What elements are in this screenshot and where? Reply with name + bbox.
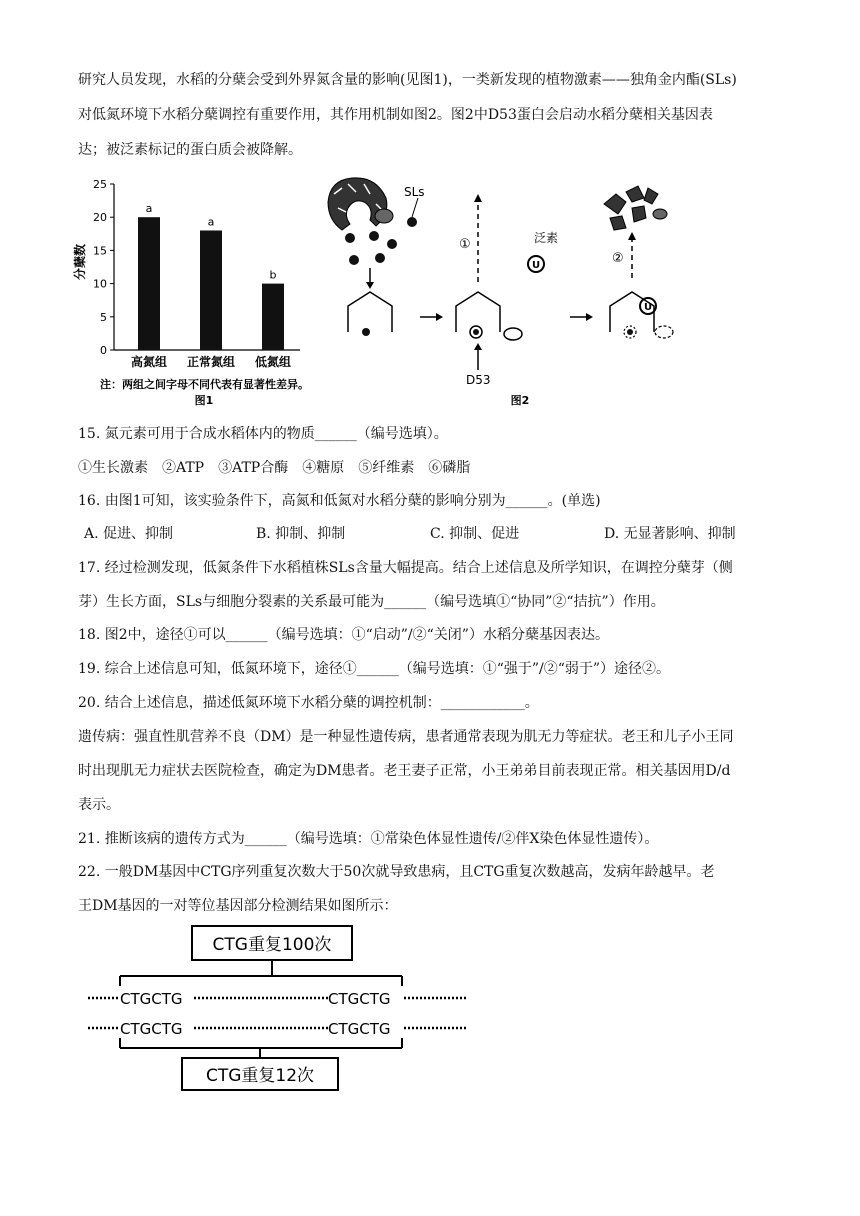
option-b: B. 抑制、抑制	[256, 526, 346, 542]
bar-data-label: a	[207, 215, 215, 229]
bar	[200, 230, 222, 350]
intro-line-3: 达；被泛素标记的蛋白质会被降解。	[78, 142, 302, 158]
y-tick-label: 0	[100, 344, 107, 357]
figure2-caption: 图2	[510, 394, 530, 407]
path-1-label: ①	[459, 237, 471, 252]
question-17-line-1: 17. 经过检测发现，低氮条件下水稻植株SLs含量大幅提高。结合上述信息及所学知识，在调控分蘖芽（侧	[78, 560, 733, 576]
option-d: D. 无显著影响、抑制	[604, 526, 736, 542]
x-tick-label: 正常氮组	[186, 355, 236, 369]
question-17-line-2: 芽）生长方面，SLs与细胞分裂素的关系最可能为______（编号选填①“协同”②“拮抗”）作用。	[78, 594, 665, 610]
genetic-line-2: 时出现肌无力症状去医院检查，确定为DM患者。老王妻子正常，小王弟弟目前表现正常。相关基因用D/d	[78, 763, 731, 779]
svg-text:U: U	[531, 260, 541, 271]
label-sls: SLs	[404, 185, 425, 199]
genetic-line-1: 遗传病：强直性肌营养不良（DM）是一种显性遗传病，患者通常表现为肌无力等症状。老王和儿子小王同	[78, 729, 734, 745]
degraded-fragments-icon	[604, 186, 667, 230]
label-ubiquitin: 泛素	[534, 231, 559, 245]
question-19: 19. 综合上述信息可知，低氮环境下，途径①______（编号选填：①“强于”/②“弱于”）途径②。	[78, 661, 671, 677]
strand-2-seq-right: CTGCTG	[328, 1020, 391, 1038]
y-tick-label: 15	[93, 244, 107, 258]
question-20: 20. 结合上述信息，描述低氮环境下水稻分蘖的调控机制：____________。	[78, 695, 539, 711]
figure1-chart	[70, 170, 340, 410]
strand-1-seq-left: CTGCTG	[120, 990, 183, 1008]
question-22-line-2: 王DM基因的一对等位基因部分检测结果如图所示：	[78, 898, 398, 914]
bar	[138, 217, 160, 350]
genetic-line-3: 表示。	[78, 797, 120, 813]
question-16: 16. 由图1可知，该实验条件下，高氮和低氮对水稻分蘖的影响分别为______。(单选)	[78, 493, 601, 509]
x-tick-label: 低氮组	[254, 355, 292, 369]
intro-line-2: 对低氮环境下水稻分蘖调控有重要作用，其作用机制如图2。图2中D53蛋白会启动水稻分蘖相关基因表	[78, 107, 713, 123]
svg-text:U: U	[643, 302, 653, 313]
cell-1-icon	[348, 292, 392, 332]
bar-data-label: a	[145, 202, 153, 216]
receptor-complex-icon	[328, 178, 393, 230]
y-axis-label: 分蘖数	[73, 243, 87, 281]
ctg-repeat-diagram	[84, 924, 484, 1092]
strand-2-seq-left: CTGCTG	[120, 1020, 183, 1038]
figure1-caption: 图1	[194, 394, 214, 407]
question-18: 18. 图2中，途径①可以______（编号选填：①“启动”/②“关闭”）水稻分蘖基因表达。	[78, 627, 609, 643]
y-tick-label: 5	[100, 310, 107, 324]
question-15-options: ①生长激素 ②ATP ③ATP合酶 ④糖原 ⑤纤维素 ⑥磷脂	[78, 460, 471, 476]
y-tick-label: 10	[93, 277, 107, 291]
ctg-100-label: CTG重复100次	[212, 935, 332, 955]
bar-data-label: b	[269, 268, 277, 282]
path-2-label: ②	[612, 251, 624, 266]
x-tick-label: 高氮组	[130, 355, 168, 369]
option-a: A. 促进、抑制	[84, 526, 174, 542]
sls-molecule-icon	[407, 217, 417, 227]
bar	[262, 284, 284, 350]
question-21: 21. 推断该病的遗传方式为______（编号选填：①常染色体显性遗传/②伴X染色体显性遗传）。	[78, 831, 659, 847]
y-tick-label: 25	[93, 178, 107, 191]
sls-molecules	[345, 231, 397, 265]
strand-1-seq-right: CTGCTG	[328, 990, 391, 1008]
question-15: 15. 氮元素可用于合成水稻体内的物质______（编号选填）。	[78, 426, 448, 442]
option-c: C. 抑制、促进	[430, 526, 520, 542]
figure1-note: 注：两组之间字母不同代表有显著性差异。	[100, 378, 309, 391]
ctg-12-label: CTG重复12次	[205, 1066, 315, 1086]
y-tick-label: 20	[93, 211, 107, 225]
intro-line-1: 研究人员发现，水稻的分蘖会受到外界氮含量的影响(见图1)，一类新发现的植物激素——独角金内酯(SLs)	[78, 72, 737, 88]
figure2-diagram	[320, 172, 720, 408]
question-22-line-1: 22. 一般DM基因中CTG序列重复次数大于50次就导致患病，且CTG重复次数越高，发病年龄越早。老	[78, 864, 715, 880]
label-d53: D53	[466, 373, 491, 387]
